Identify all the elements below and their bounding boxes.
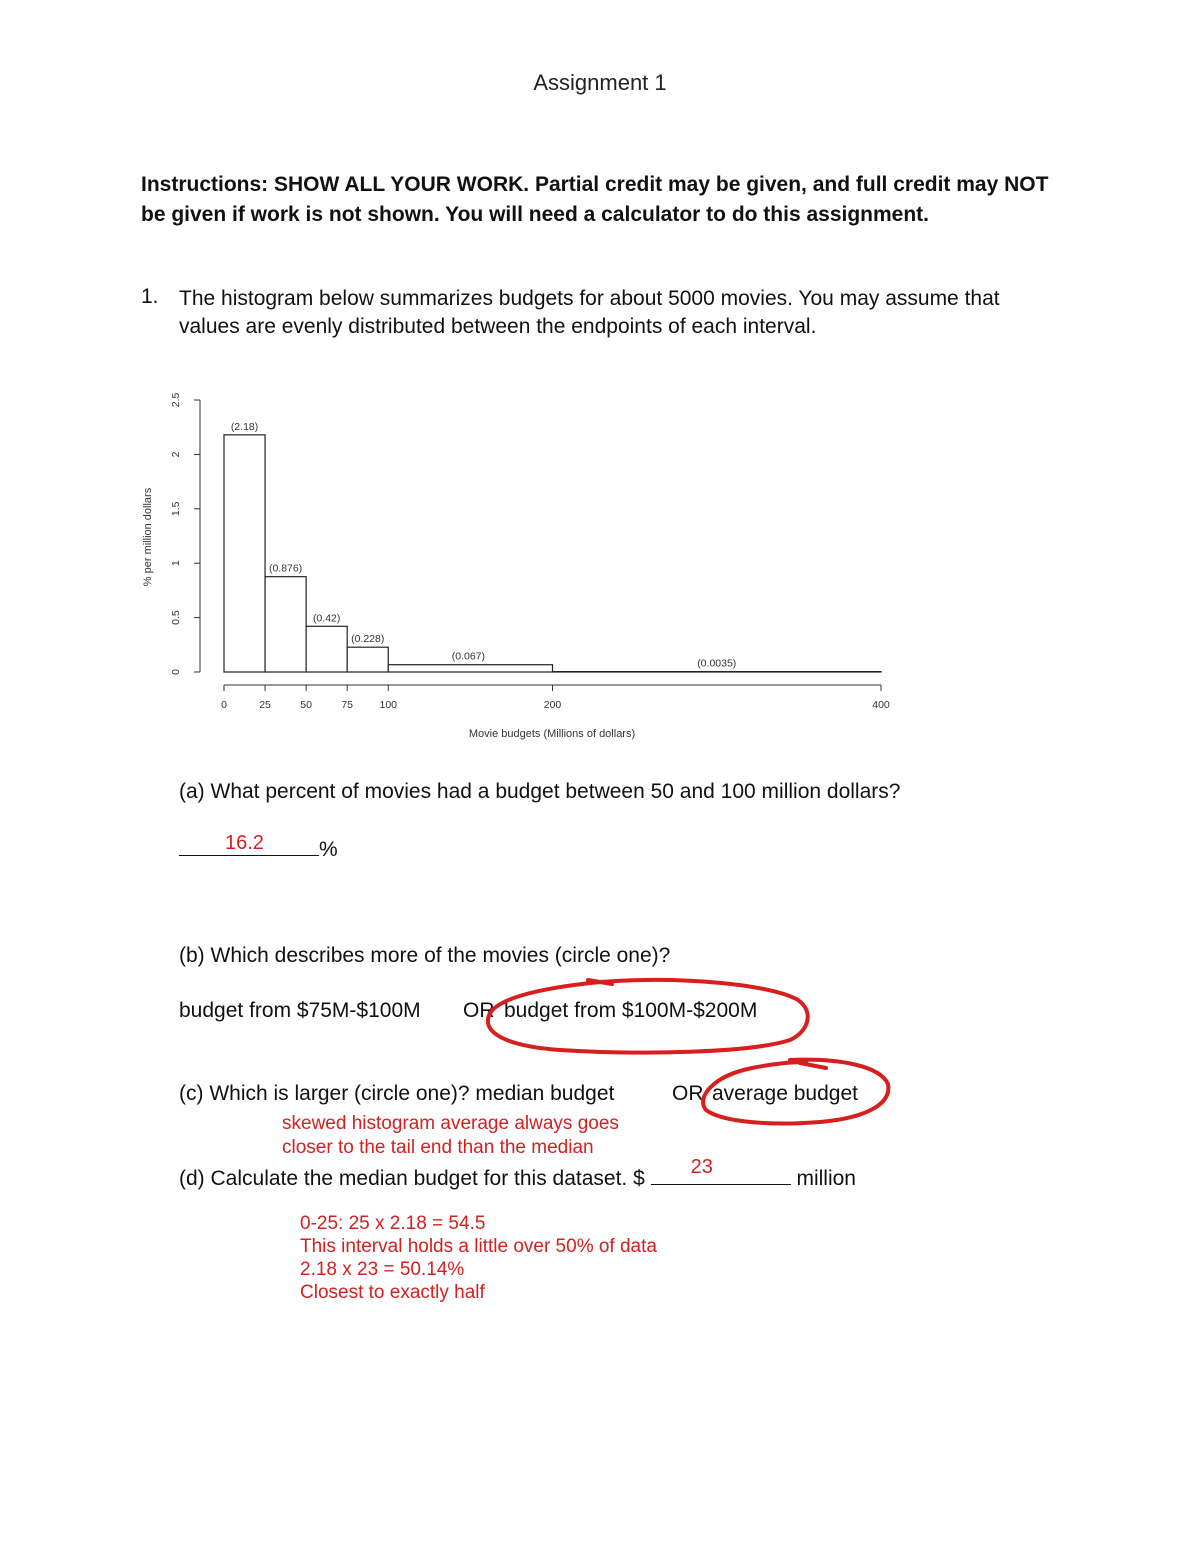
part-d-answer: 23 bbox=[690, 1156, 713, 1178]
question-number: 1. bbox=[141, 285, 159, 308]
work-line-4: Closest to exactly half bbox=[300, 1282, 485, 1303]
y-tick-label: 2.5 bbox=[170, 392, 182, 408]
bar-value-label: (0.0035) bbox=[697, 657, 737, 670]
x-tick-label: 0 bbox=[221, 699, 227, 711]
circle-mark-part-b bbox=[488, 980, 808, 1053]
y-tick-label: 1 bbox=[170, 560, 182, 567]
part-a-answer: 16.2 bbox=[225, 832, 264, 854]
work-line-3: 2.18 x 23 = 50.14% bbox=[300, 1259, 465, 1280]
bar-value-label: (0.876) bbox=[268, 562, 303, 575]
x-tick-label: 50 bbox=[300, 699, 312, 711]
x-tick-label: 25 bbox=[259, 699, 271, 711]
y-tick-label: 0 bbox=[170, 669, 182, 675]
part-b-question: (b) Which describes more of the movies (circle one)? bbox=[179, 944, 671, 967]
part-b-or: OR bbox=[463, 999, 495, 1022]
question-text: The histogram below summarizes budgets for about 5000 movies. You may assume that values are evenly distributed between the endpoints of each interval. bbox=[179, 287, 1000, 338]
part-d-suffix: million bbox=[796, 1167, 856, 1190]
bar-value-label: (2.18) bbox=[230, 420, 259, 433]
work-line-2: This interval holds a little over 50% of data bbox=[300, 1236, 657, 1257]
x-tick-label: 200 bbox=[543, 699, 562, 711]
y-tick-label: 0.5 bbox=[170, 610, 182, 625]
x-tick-label: 100 bbox=[379, 699, 398, 711]
part-c-option2: average budget bbox=[712, 1082, 858, 1105]
bar-value-label: (0.067) bbox=[451, 650, 486, 663]
y-axis-label: % per million dollars bbox=[142, 487, 154, 587]
instructions: Instructions: SHOW ALL YOUR WORK. Partial credit may be given, and full credit may NOT be given if work is not shown. You will need a calculator to do this assignment. bbox=[141, 173, 1049, 226]
x-tick-label: 400 bbox=[872, 699, 890, 711]
part-c-question: (c) Which is larger (circle one)? median budget bbox=[179, 1082, 615, 1105]
page-title: Assignment 1 bbox=[533, 70, 667, 95]
circle-mark-part-c bbox=[703, 1060, 888, 1124]
part-b-option1: budget from $75M-$100M bbox=[179, 999, 421, 1022]
x-tick-label: 75 bbox=[341, 699, 354, 711]
y-tick-label: 2 bbox=[170, 451, 182, 458]
work-line-1: 0-25: 25 x 2.18 = 54.5 bbox=[300, 1213, 486, 1234]
bar-value-label: (0.228) bbox=[351, 633, 385, 646]
part-d-question: (d) Calculate the median budget for this dataset. $ bbox=[179, 1167, 645, 1190]
part-c-note-line2: closer to the tail end than the median bbox=[282, 1137, 594, 1158]
part-c-note-line1: skewed histogram average always goes bbox=[282, 1113, 619, 1134]
part-b-option2: budget from $100M-$200M bbox=[504, 999, 758, 1022]
x-axis-label: Movie budgets (Millions of dollars) bbox=[468, 728, 636, 740]
bar-value-label: (0.42) bbox=[312, 612, 341, 625]
y-tick-label: 1.5 bbox=[170, 501, 182, 517]
percent-sign: % bbox=[319, 838, 338, 861]
part-a-question: (a) What percent of movies had a budget between 50 and 100 million dollars? bbox=[179, 780, 901, 803]
part-c-or: OR bbox=[672, 1082, 704, 1105]
